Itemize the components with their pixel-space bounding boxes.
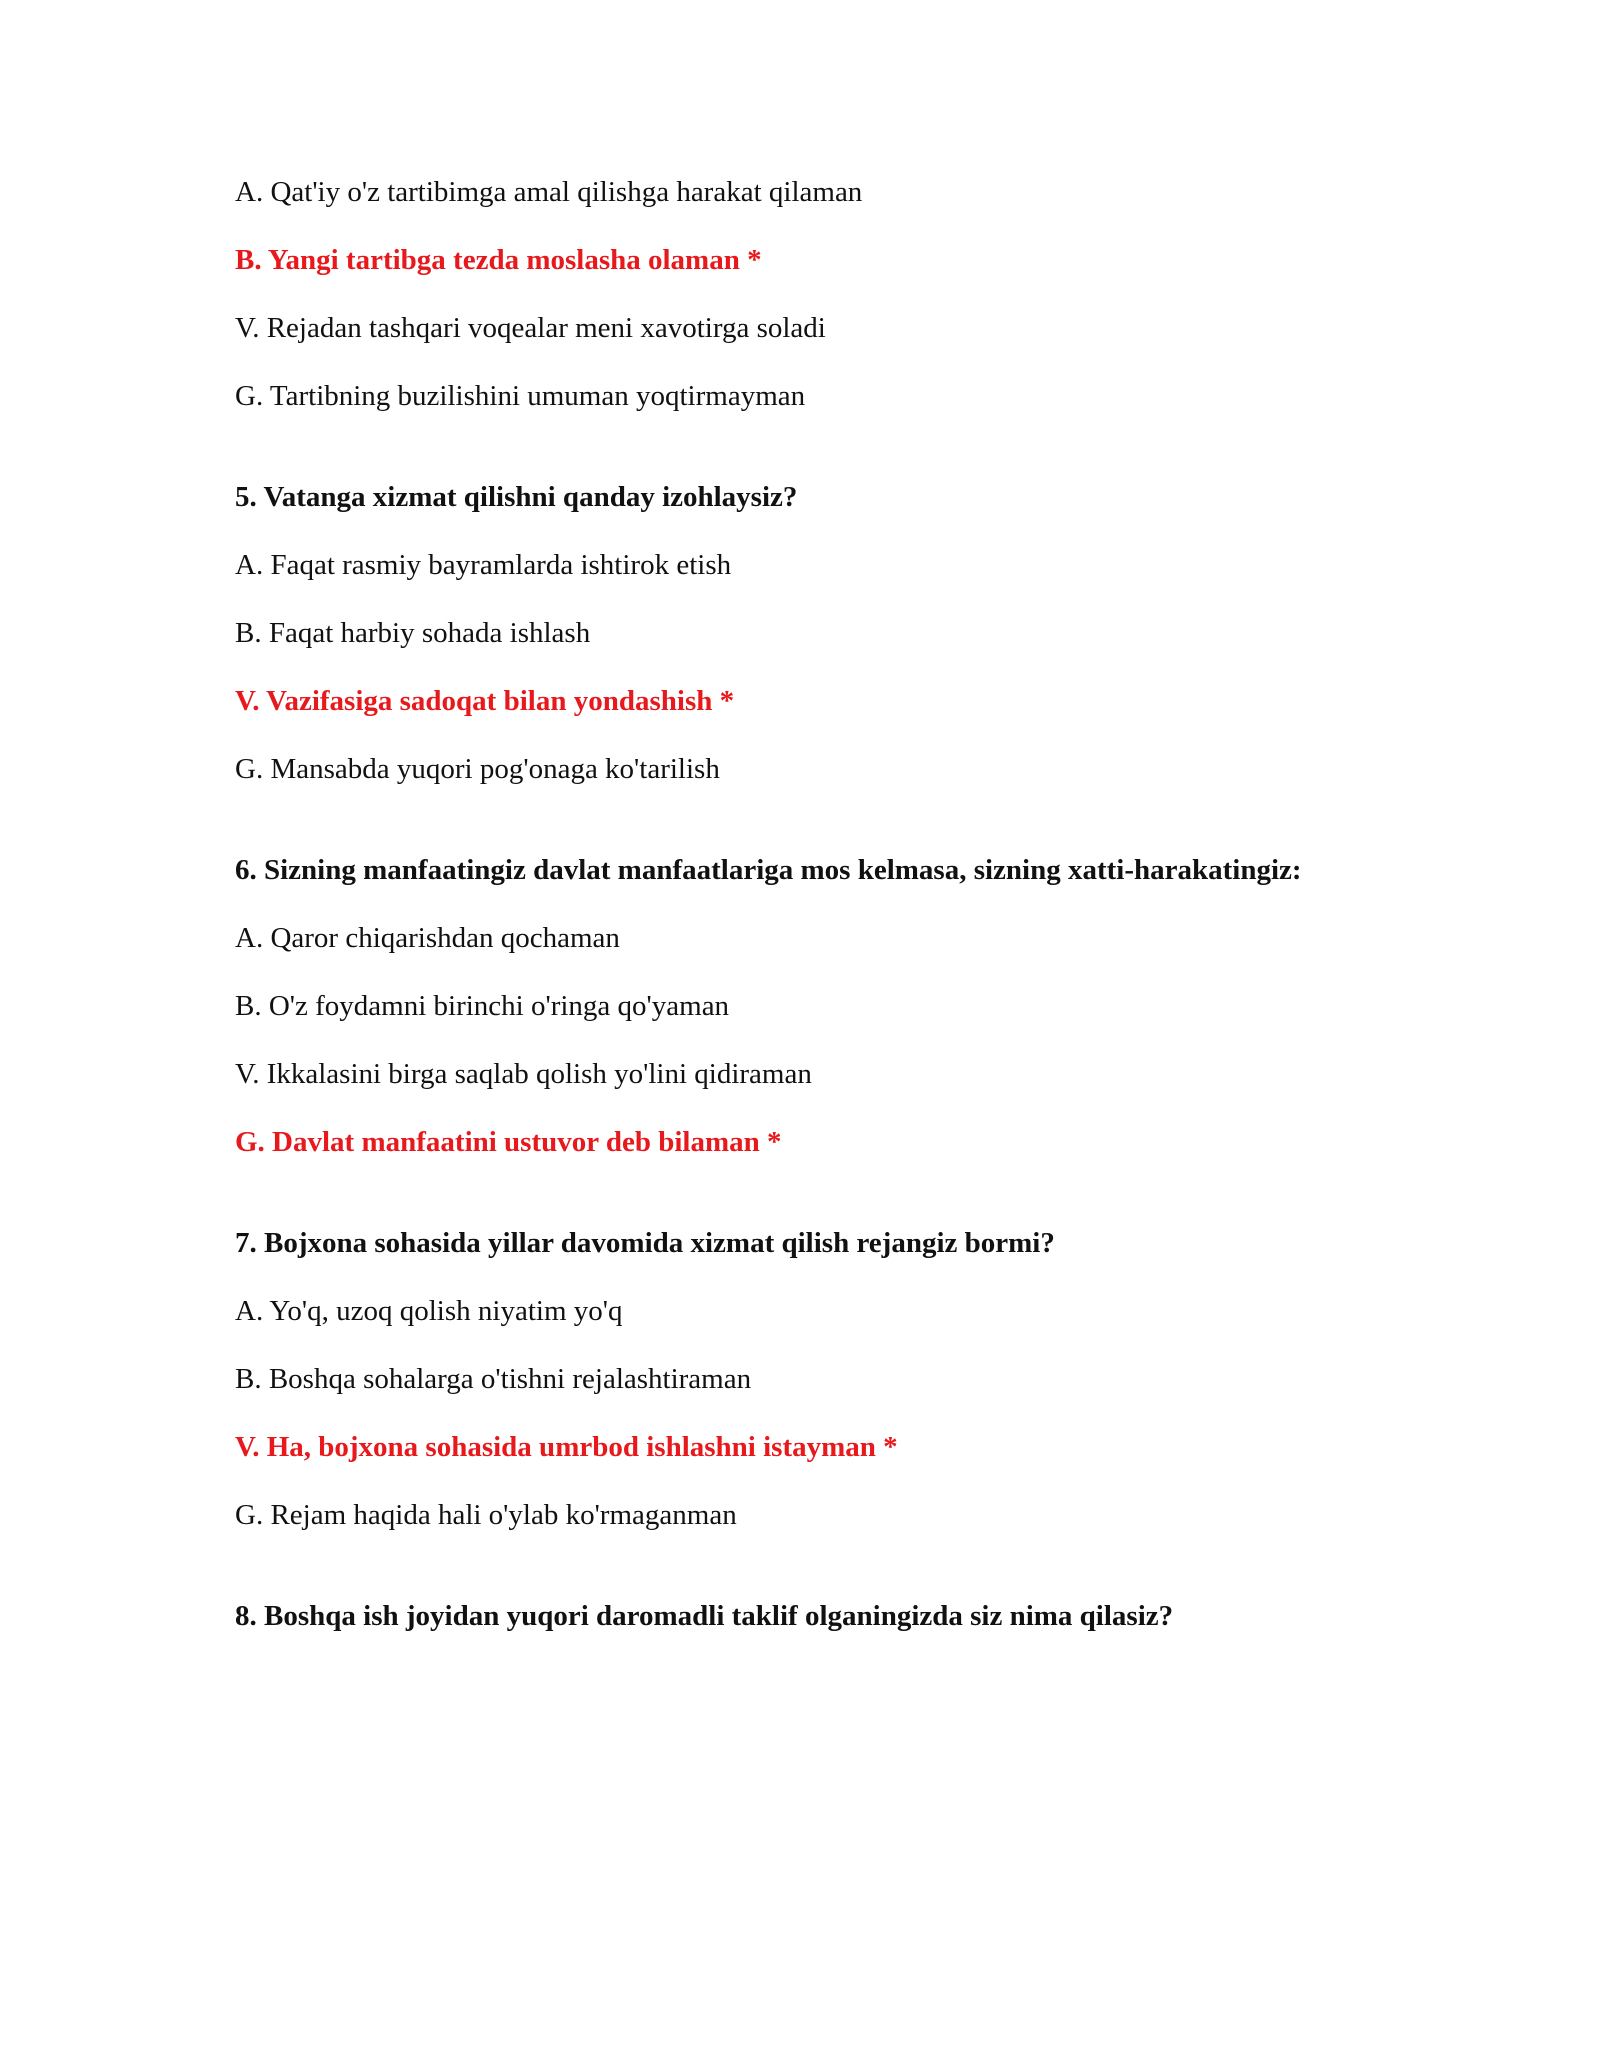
question-5 — [235, 477, 1355, 790]
question-title: 8. Boshqa ish joyidan yuqori daromadli taklif olganingizda siz nima qilasiz? — [235, 1600, 1174, 1632]
question-6 — [235, 850, 1355, 1163]
option-g: G. Tartibning buzilishini umuman yoqtirmayman — [235, 380, 806, 412]
question-8 — [235, 1596, 1355, 1637]
option-v-correct: V. Ha, bojxona sohasida umrbod ishlashni istayman * — [235, 1431, 898, 1463]
quiz-content — [235, 172, 1355, 1664]
question-4-continuation — [235, 172, 1355, 417]
option-v: V. Rejadan tashqari voqealar meni xavotirga soladi — [235, 312, 826, 344]
question-title: 5. Vatanga xizmat qilishni qanday izohlaysiz? — [235, 481, 798, 513]
option-a: A. Faqat rasmiy bayramlarda ishtirok etish — [235, 549, 732, 581]
question-7 — [235, 1223, 1355, 1536]
question-title: 6. Sizning manfaatingiz davlat manfaatlariga mos kelmasa, sizning xatti-harakatingiz: — [235, 854, 1302, 886]
option-b: B. O'z foydamni birinchi o'ringa qo'yaman — [235, 990, 730, 1022]
option-g: G. Rejam haqida hali o'ylab ko'rmaganman — [235, 1499, 737, 1531]
option-b: B. Faqat harbiy sohada ishlash — [235, 617, 591, 649]
option-g-correct: G. Davlat manfaatini ustuvor deb bilaman * — [235, 1126, 782, 1158]
option-b-correct: B. Yangi tartibga tezda moslasha olaman * — [235, 244, 762, 276]
option-a: A. Yo'q, uzoq qolish niyatim yo'q — [235, 1295, 623, 1327]
option-a: A. Qaror chiqarishdan qochaman — [235, 922, 620, 954]
option-g: G. Mansabda yuqori pog'onaga ko'tarilish — [235, 753, 720, 785]
option-b: B. Boshqa sohalarga o'tishni rejalashtiraman — [235, 1363, 752, 1395]
option-v: V. Ikkalasini birga saqlab qolish yo'lini qidiraman — [235, 1058, 812, 1090]
question-title: 7. Bojxona sohasida yillar davomida xizmat qilish rejangiz bormi? — [235, 1227, 1055, 1259]
option-a: A. Qat'iy o'z tartibimga amal qilishga harakat qilaman — [235, 176, 863, 208]
option-v-correct: V. Vazifasiga sadoqat bilan yondashish * — [235, 685, 735, 717]
